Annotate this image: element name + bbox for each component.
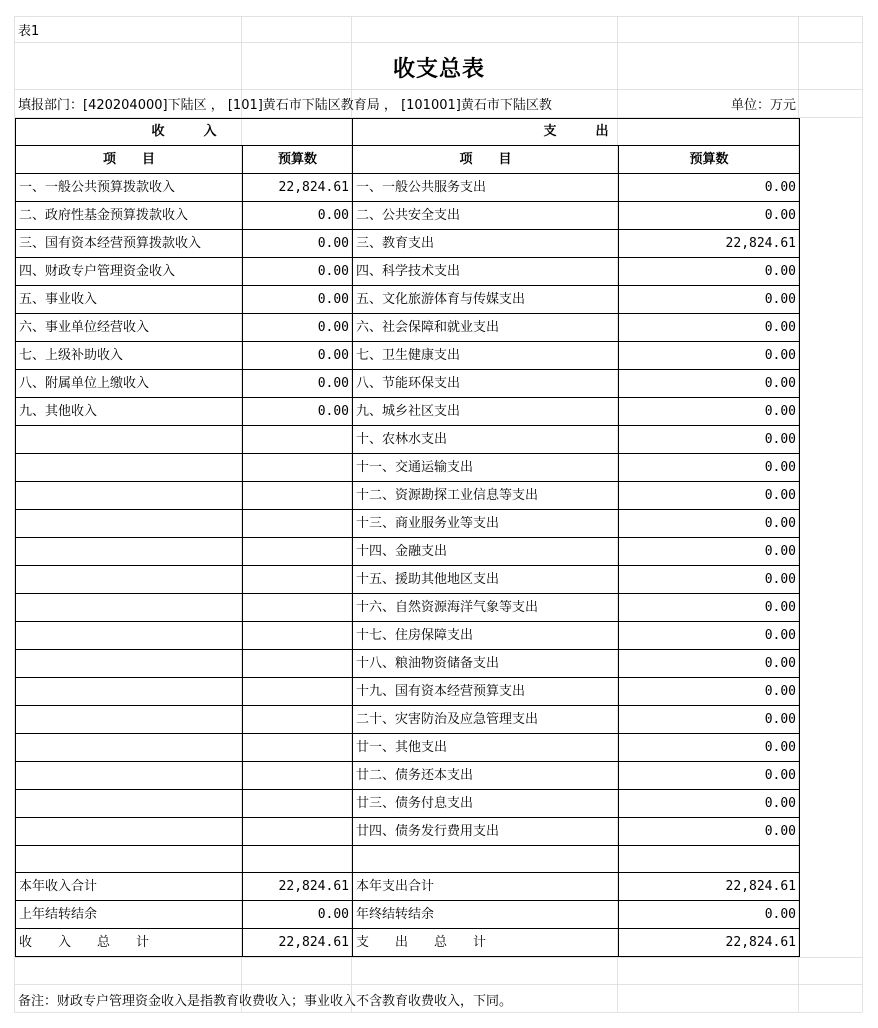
income-item-cell: 一、一般公共预算拨款收入 <box>16 174 243 202</box>
income-item-cell: 八、附属单位上缴收入 <box>16 370 243 398</box>
expense-budget-header: 预算数 <box>619 146 800 174</box>
expense-budget-cell: 0.00 <box>619 818 800 846</box>
income-header: 收 入 <box>16 119 353 146</box>
income-item-header: 项 目 <box>16 146 243 174</box>
table-row <box>16 734 800 762</box>
income-budget-cell <box>243 706 353 734</box>
income-budget-cell <box>243 762 353 790</box>
income-budget-cell: 0.00 <box>243 370 353 398</box>
unit-label: 单位：万元 <box>730 98 796 113</box>
table-row <box>16 929 800 957</box>
income-item-cell <box>16 762 243 790</box>
summary-table <box>15 118 800 957</box>
income-budget-cell <box>243 482 353 510</box>
subheader-row <box>16 146 800 174</box>
income-budget-cell: 0.00 <box>243 342 353 370</box>
expense-item-cell: 二十、灾害防治及应急管理支出 <box>353 706 619 734</box>
table-row <box>16 762 800 790</box>
sheet-gridline <box>14 1012 862 1013</box>
table-row <box>16 594 800 622</box>
income-budget-cell: 0.00 <box>243 230 353 258</box>
expense-budget-cell: 0.00 <box>619 790 800 818</box>
expense-item-cell <box>353 846 619 873</box>
expense-budget-cell: 0.00 <box>619 566 800 594</box>
income-budget-cell: 22,824.61 <box>243 873 353 901</box>
income-item-cell <box>16 846 243 873</box>
income-item-cell: 本年收入合计 <box>16 873 243 901</box>
expense-item-cell: 五、文化旅游体育与传媒支出 <box>353 286 619 314</box>
expense-item-cell: 十七、住房保障支出 <box>353 622 619 650</box>
expense-header: 支 出 <box>353 119 800 146</box>
income-budget-cell: 0.00 <box>243 286 353 314</box>
expense-budget-cell: 0.00 <box>619 342 800 370</box>
table-row <box>16 342 800 370</box>
sheet-gridline <box>14 984 862 985</box>
expense-budget-cell: 0.00 <box>619 678 800 706</box>
sheet-gridline <box>14 89 862 90</box>
income-budget-cell <box>243 650 353 678</box>
sheet-gridline <box>14 42 862 43</box>
expense-item-cell: 三、教育支出 <box>353 230 619 258</box>
expense-budget-cell: 0.00 <box>619 314 800 342</box>
expense-item-cell: 十八、粮油物资储备支出 <box>353 650 619 678</box>
table-row <box>16 426 800 454</box>
table-label: 表1 <box>18 24 40 39</box>
expense-item-cell: 十五、援助其他地区支出 <box>353 566 619 594</box>
income-item-cell <box>16 706 243 734</box>
table-row <box>16 398 800 426</box>
expense-item-cell: 八、节能环保支出 <box>353 370 619 398</box>
income-budget-cell <box>243 454 353 482</box>
table-row <box>16 622 800 650</box>
expense-item-cell: 支 出 总 计 <box>353 929 619 957</box>
expense-item-cell: 十三、商业服务业等支出 <box>353 510 619 538</box>
expense-item-header: 项 目 <box>353 146 619 174</box>
income-item-cell <box>16 426 243 454</box>
income-budget-cell <box>243 510 353 538</box>
table-row <box>16 230 800 258</box>
expense-budget-cell: 0.00 <box>619 510 800 538</box>
expense-item-cell: 十六、自然资源海洋气象等支出 <box>353 594 619 622</box>
expense-budget-cell: 0.00 <box>619 734 800 762</box>
expense-item-cell: 十一、交通运输支出 <box>353 454 619 482</box>
income-budget-cell <box>243 566 353 594</box>
income-budget-cell: 0.00 <box>243 901 353 929</box>
expense-item-cell: 十、农林水支出 <box>353 426 619 454</box>
income-item-cell <box>16 454 243 482</box>
expense-budget-cell: 0.00 <box>619 370 800 398</box>
expense-budget-cell: 0.00 <box>619 622 800 650</box>
income-item-cell <box>16 566 243 594</box>
table-row <box>16 286 800 314</box>
expense-budget-cell: 0.00 <box>619 398 800 426</box>
income-item-cell <box>16 482 243 510</box>
expense-budget-cell: 0.00 <box>619 762 800 790</box>
table-row <box>16 706 800 734</box>
page-title: 收支总表 <box>392 57 485 82</box>
expense-item-cell: 廿四、债务发行费用支出 <box>353 818 619 846</box>
expense-budget-cell: 0.00 <box>619 202 800 230</box>
header-row <box>16 119 800 146</box>
income-item-cell <box>16 538 243 566</box>
income-budget-cell <box>243 734 353 762</box>
income-item-cell <box>16 622 243 650</box>
expense-item-cell: 十四、金融支出 <box>353 538 619 566</box>
table-row <box>16 202 800 230</box>
table-row <box>16 818 800 846</box>
table-row <box>16 650 800 678</box>
table-row <box>16 258 800 286</box>
income-budget-cell: 0.00 <box>243 398 353 426</box>
income-budget-cell <box>243 622 353 650</box>
sheet-gridline <box>862 16 863 1012</box>
expense-budget-cell: 0.00 <box>619 594 800 622</box>
expense-item-cell: 七、卫生健康支出 <box>353 342 619 370</box>
income-budget-cell: 22,824.61 <box>243 174 353 202</box>
expense-budget-cell: 22,824.61 <box>619 873 800 901</box>
income-item-cell: 二、政府性基金预算拨款收入 <box>16 202 243 230</box>
table-row <box>16 454 800 482</box>
table-row <box>16 901 800 929</box>
expense-budget-cell: 0.00 <box>619 706 800 734</box>
income-item-cell: 九、其他收入 <box>16 398 243 426</box>
income-item-cell <box>16 818 243 846</box>
table-row <box>16 174 800 202</box>
income-budget-cell: 0.00 <box>243 314 353 342</box>
income-item-cell <box>16 510 243 538</box>
income-budget-header: 预算数 <box>243 146 353 174</box>
income-budget-cell: 0.00 <box>243 258 353 286</box>
expense-budget-cell: 0.00 <box>619 901 800 929</box>
expense-budget-cell: 0.00 <box>619 174 800 202</box>
income-budget-cell <box>243 678 353 706</box>
table-row <box>16 370 800 398</box>
income-budget-cell <box>243 426 353 454</box>
expense-budget-cell <box>619 846 800 873</box>
income-item-cell: 三、国有资本经营预算拨款收入 <box>16 230 243 258</box>
sheet-gridline <box>14 16 862 17</box>
table-row <box>16 482 800 510</box>
expense-budget-cell: 0.00 <box>619 482 800 510</box>
income-item-cell <box>16 734 243 762</box>
table-row <box>16 538 800 566</box>
expense-item-cell: 廿一、其他支出 <box>353 734 619 762</box>
expense-item-cell: 年终结转结余 <box>353 901 619 929</box>
income-budget-cell <box>243 818 353 846</box>
expense-item-cell: 廿二、债务还本支出 <box>353 762 619 790</box>
expense-budget-cell: 22,824.61 <box>619 929 800 957</box>
income-item-cell: 上年结转结余 <box>16 901 243 929</box>
income-item-cell <box>16 650 243 678</box>
expense-item-cell: 本年支出合计 <box>353 873 619 901</box>
income-item-cell <box>16 678 243 706</box>
income-item-cell <box>16 790 243 818</box>
expense-budget-cell: 22,824.61 <box>619 230 800 258</box>
expense-budget-cell: 0.00 <box>619 454 800 482</box>
income-item-cell: 六、事业单位经营收入 <box>16 314 243 342</box>
expense-item-cell: 一、一般公共服务支出 <box>353 174 619 202</box>
expense-budget-cell: 0.00 <box>619 538 800 566</box>
table-row <box>16 566 800 594</box>
expense-budget-cell: 0.00 <box>619 258 800 286</box>
remark-note: 备注：财政专户管理资金收入是指教育收费收入；事业收入不含教育收费收入，下同。 <box>18 994 513 1009</box>
expense-budget-cell: 0.00 <box>619 650 800 678</box>
income-item-cell: 收 入 总 计 <box>16 929 243 957</box>
expense-item-cell: 十九、国有资本经营预算支出 <box>353 678 619 706</box>
sheet-gridline <box>14 957 862 958</box>
income-budget-cell <box>243 538 353 566</box>
reporting-department: 填报部门：[420204000]下陆区 ， [101]黄石市下陆区教育局 ， [101001]黄石市下陆区教 <box>18 98 552 113</box>
table-row <box>16 873 800 901</box>
expense-item-cell: 十二、资源勘探工业信息等支出 <box>353 482 619 510</box>
income-item-cell: 七、上级补助收入 <box>16 342 243 370</box>
income-budget-cell <box>243 594 353 622</box>
table-row <box>16 678 800 706</box>
expense-item-cell: 二、公共安全支出 <box>353 202 619 230</box>
income-budget-cell: 22,824.61 <box>243 929 353 957</box>
expense-item-cell: 九、城乡社区支出 <box>353 398 619 426</box>
expense-budget-cell: 0.00 <box>619 286 800 314</box>
expense-item-cell: 廿三、债务付息支出 <box>353 790 619 818</box>
table-row <box>16 846 800 873</box>
expense-item-cell: 四、科学技术支出 <box>353 258 619 286</box>
income-item-cell: 四、财政专户管理资金收入 <box>16 258 243 286</box>
income-item-cell: 五、事业收入 <box>16 286 243 314</box>
income-budget-cell: 0.00 <box>243 202 353 230</box>
income-budget-cell <box>243 790 353 818</box>
expense-item-cell: 六、社会保障和就业支出 <box>353 314 619 342</box>
table-row <box>16 790 800 818</box>
table-row <box>16 314 800 342</box>
income-item-cell <box>16 594 243 622</box>
table-row <box>16 510 800 538</box>
income-budget-cell <box>243 846 353 873</box>
expense-budget-cell: 0.00 <box>619 426 800 454</box>
